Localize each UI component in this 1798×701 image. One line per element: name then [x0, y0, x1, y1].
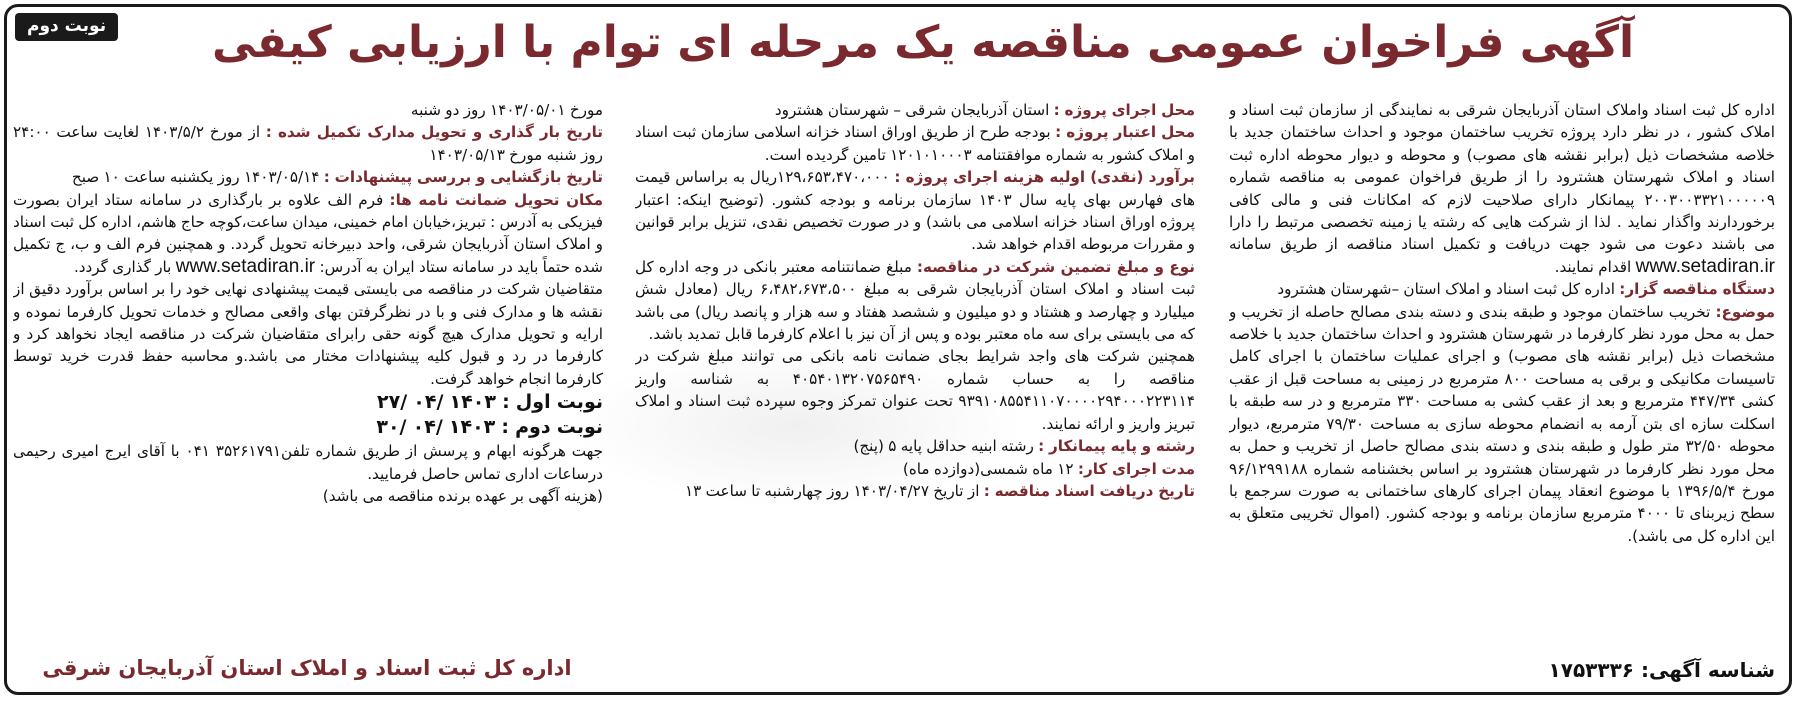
opening-value: ۱۴۰۳/۰۵/۱۴ روز یکشنبه ساعت ۱۰ صبح	[71, 168, 320, 187]
guarantee-label: نوع و مبلغ تضمین شرکت در مناقصه:	[916, 257, 1195, 276]
location-row	[635, 99, 1195, 121]
organizer-label: دستگاه مناقصه گزار:	[1619, 280, 1775, 299]
opening-row	[13, 166, 603, 188]
round-badge: نوبت دوم	[15, 13, 118, 41]
round1-value: ۱۴۰۳ /۰۴ /۲۷	[377, 391, 496, 414]
ad-id-label: شناسه آگهی:	[1640, 658, 1775, 682]
date-line: مورخ ۱۴۰۳/۰۵/۰۱ روز دو شنبه	[410, 101, 603, 119]
location-label: محل اجرای پروژه :	[1053, 101, 1195, 119]
contractor-field-value: رشته ابنیه حداقل پایه ۵ (پنج)	[853, 437, 1034, 456]
subject-label: موضوع:	[1715, 302, 1775, 321]
round1-row	[13, 390, 603, 415]
contractor-field-label: رشته و پایه پیمانکار :	[1038, 437, 1195, 456]
column-schedule	[13, 99, 603, 659]
receive-docs-row	[635, 480, 1195, 502]
receive-docs-label: تاریخ دریافت اسناد مناقصه :	[983, 481, 1195, 500]
website-link-2[interactable]: www.setadiran.ir	[175, 255, 316, 277]
credit-label: محل اعتبار پروژه :	[1055, 123, 1195, 142]
upload-label: تاریخ بار گذاری و تحویل مدارک تکمیل شده :	[265, 123, 603, 142]
round1-label: نوبت اول :	[502, 391, 603, 414]
upload-value: از مورخ ۱۴۰۳/۵/۲ لغایت ساعت ۲۴:۰۰ روز شنبه مورخ ۱۴۰۳/۰۵/۱۳	[13, 123, 603, 164]
subject-row	[1229, 301, 1775, 547]
subject-value: تخریب ساختمان موجود و طبقه بندی و دسته بندی مصالح حاصله از تخریب و حمل به محل مورد نظر کارفرما در شهرستان هشترود و احداث ساختمان جدید با خلاصه مشخصات ذیل (برابر نقشه های مصوب) و اجرای عملیات ساختمان با اجرای کامل تاسیسات مکانیکی و برقی به مساحت ۸۰۰ مترمربع در زمینی به مساحت قبل از عقب کشی ۴۴۷/۳۴ مترمربع و بعد از عقب کشی به مساحت ۳۳۰ مترمربع و در سه طبقه با اسکلت سازه ای بتن آرمه به انضمام محوطه سازی به مساحت ۷۹/۳۰ مترمربع، دیوار محوطه ۳۲/۵۰ متر طول و طبقه بندی و دسته بندی مصالح حاصل از تخریب و حمل به محل مورد نظر کارفرما در شهرستان هشترود بر اساس بخشنامه شماره ۹۶/۱۲۹۹۱۸۸ مورخ ۱۳۹۶/۵/۴ با موضوع انعقاد پیمان اجرای کارهای ساختمانی به صورت سرجمع با سطح زیربنای تا ۴۰۰۰ مترمربع سازمان برنامه و بودجه کشور. (اموال تخریبی متعلق به این اداره کل می باشد).	[1229, 302, 1775, 545]
duration-value: ۱۲ ماه شمسی(دوازده ماه)	[902, 459, 1074, 478]
credit-row	[635, 121, 1195, 166]
round2-label: نوبت دوم :	[501, 416, 603, 439]
delivery-value: فرم الف علاوه بر بارگذاری در سامانه ستاد ایران بصورت فیزیکی به آدرس : تبریز،خیابان امام خمینی، میدان ساعت،کوچه حاج هاشم، اداره کل ثبت اسناد و املاک استان آذربایجان شرقی، واحد دبیرخانه تحویل گردد. و همچنین فرم الف و ب، ج تکمیل شده حتماً باید در سامانه ستاد ایران به آدرس:	[13, 190, 603, 276]
intro-paragraph	[1229, 99, 1775, 278]
duration-label: مدت اجرای کار:	[1077, 459, 1195, 478]
ad-identifier	[1549, 658, 1775, 682]
estimate-value: ۱۲۹،۶۵۳،۴۷۰،۰۰۰ریال به براساس قیمت های فهارس بهای پایه سال ۱۴۰۳ سازمان برنامه و بودجه کشور. (توضیح اینکه: اعتبار پروژه اوراق اسناد خزانه اسلامی می باشد) و در صورت تخصیص نقدی، تنزیل برابر قوانین و مقررات مربوطه اقدام خواهد شد.	[635, 168, 1195, 254]
cost-note: (هزینه آگهی بر عهده برنده مناقصه می باشد)	[322, 487, 603, 506]
delivery-row	[13, 189, 603, 279]
receive-docs-value: از تاریخ ۱۴۰۳/۰۴/۲۷ روز چهارشنبه تا ساعت ۱۳	[684, 481, 980, 500]
tender-advertisement	[4, 4, 1792, 695]
intro-end: اقدام نمایند.	[1554, 257, 1632, 276]
organization-signature: اداره کل ثبت اسناد و املاک استان آذربایجان شرقی	[42, 656, 572, 680]
round2-value: ۱۴۰۳ /۰۴ /۳۰	[376, 416, 496, 439]
contractor-field-row	[635, 435, 1195, 457]
website-link[interactable]: www.setadiran.ir	[1635, 255, 1775, 277]
estimate-row	[635, 166, 1195, 256]
credit-value: بودجه طرح از طریق اوراق اسناد خزانه اسلامی سازمان ثبت اسناد و املاک کشور به شماره موافقتنامه ۱۲۰۱۰۱۰۰۰۳ تامین گردیده است.	[635, 123, 1195, 164]
organizer-value: اداره کل ثبت اسناد و املاک استان –شهرستان هشترود	[1277, 280, 1615, 299]
bidders-note: متقاضیان شرکت در مناقصه می بایستی قیمت پیشنهادی نهایی خود را بر اساس برآورد دقیق از نقشه ها و مدارک فنی و با در نظرگرفتن بهای واقعی مصالح و خدمات تحویل کارفرما نموده و ارایه و تحویل مدارک هیچ گونه حقی رابرای متقاضیان شرکت در مناقصه ایجاد نخواهد کرد و کارفرما در رد و قبول کلیه پیشنهادات مختار می باشد.و محاسبه حفظ قدرت خرید توسط کارفرما انجام خواهد گرفت.	[13, 280, 603, 388]
guarantee-value: مبلغ ضمانتنامه معتبر بانکی در وجه اداره کل ثبت اسناد و املاک استان آذربایجان شرقی به مبلغ ۶،۴۸۲،۶۷۳،۵۰۰ ریال (معادل شش میلیارد و چهارصد و هشتاد و دو میلیون و ششصد هفتاد و سه هزار و پانصد ریال) می باشد که می بایستی برای سه ماه معتبر بوده و پس از آن نیز با اعلام کارفرما قابل تمدید باشد.	[635, 257, 1195, 344]
round2-row	[13, 415, 603, 440]
organizer-row	[1229, 278, 1775, 300]
estimate-label: برآورد (نقدی) اولیه هزینه اجرای پروژه :	[894, 168, 1195, 187]
location-value: استان آذربایجان شرقی – شهرستان هشترود	[774, 101, 1050, 119]
column-intro	[1229, 99, 1775, 659]
ad-title: آگهی فراخوان عمومی مناقصه یک مرحله ای توام با ارزیابی کیفی	[211, 17, 1635, 68]
delivery-end: بار گذاری گردد.	[73, 257, 172, 276]
opening-label: تاریخ بازگشایی و بررسی پیشنهادات :	[323, 168, 603, 187]
intro-text: اداره کل ثبت اسناد واملاک استان آذربایجان شرقی به نمایندگی از سازمان ثبت اسناد و املاک کشور ، در نظر دارد پروژه تخریب ساختمان موجود و احداث ساختمان جدید با خلاصه مشخصات ذیل (برابر نقشه های مصوب) و محوطه و دیوار محوطه اداره ثبت اسناد و املاک شهرستان هشترود را از طریق فراخوان عمومی به مناقصه شماره ۲۰۰۳۰۰۳۳۲۱۰۰۰۰۰۹ پیمانکار دارای صلاحیت لازم که امکانات فنی و مالی کافی برخوردارند واگذار نماید . لذا از شرکت هایی که رشته یا زمینه تخصصی مرتبط را دارا می باشند دعوت می شود جهت دریافت و تکمیل اسناد مناقصه از طریق سامانه	[1229, 101, 1775, 254]
delivery-label: مکان تحویل ضمانت نامه ها:	[389, 190, 603, 209]
guarantee-alternative: همچنین شرکت های واجد شرایط بجای ضمانت نامه بانکی می توانند مبلغ شرکت در مناقصه را به حساب شماره ۴۰۵۴۰۱۳۲۰۷۵۶۵۴۹۰ به شناسه واریز ۹۳۹۱۰۸۵۵۴۱۱۰۷۰۰۰۰۲۹۴۰۰۰۲۲۳۱۱۴ تحت عنوان تمرکز وجوه سپرده ثبت اسناد و املاک تبریز واریز و ارائه نمایند.	[635, 347, 1195, 433]
column-details	[635, 99, 1195, 659]
guarantee-row	[635, 256, 1195, 346]
ad-id-value: ۱۷۵۳۳۳۶	[1548, 658, 1634, 682]
contact-note: جهت هرگونه ابهام و پرسش از طریق شماره تلفن۳۵۲۶۱۷۹۱ ۰۴۱ با آقای ایرج امیری رحیمی درساعات اداری تماس حاصل فرمایید.	[13, 442, 603, 483]
duration-row	[635, 458, 1195, 480]
upload-row	[13, 121, 603, 166]
